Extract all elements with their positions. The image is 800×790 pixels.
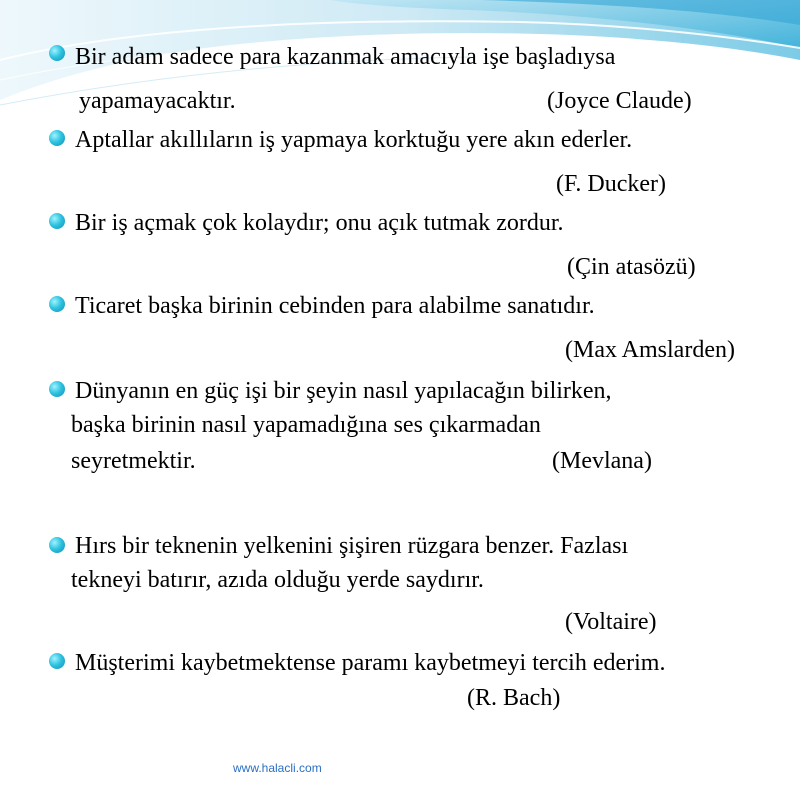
bullet-icon <box>49 537 65 553</box>
quote-text-line: Aptallar akıllıların iş yapmaya korktuğu yere akın ederler. <box>75 127 633 153</box>
quote-author: (Mevlana) <box>552 448 652 474</box>
quote-text-line: Ticaret başka birinin cebinden para alabilme sanatıdır. <box>75 293 595 319</box>
quote-author: (R. Bach) <box>467 685 561 711</box>
bullet-icon <box>49 45 65 61</box>
quote-author: (Joyce Claude) <box>547 88 692 114</box>
quote-text-line: tekneyi batırır, azıda olduğu yerde saydırır. <box>71 567 484 593</box>
quote-text-line: seyretmektir. <box>71 448 196 474</box>
bullet-icon <box>49 130 65 146</box>
footer-website: www.halacli.com <box>233 761 322 775</box>
quote-author: (F. Ducker) <box>556 171 667 197</box>
bullet-icon <box>49 653 65 669</box>
quote-text-line: Dünyanın en güç işi bir şeyin nasıl yapılacağın bilirken, <box>75 378 612 404</box>
quote-text-line: başka birinin nasıl yapamadığına ses çıkarmadan <box>71 412 541 438</box>
bullet-icon <box>49 381 65 397</box>
quote-text-line: yapamayacaktır. <box>79 88 236 114</box>
quote-author: (Max Amslarden) <box>565 337 735 363</box>
quote-text-line: Bir iş açmak çok kolaydır; onu açık tutmak zordur. <box>75 210 564 236</box>
bullet-icon <box>49 296 65 312</box>
quote-author: (Voltaire) <box>565 609 657 635</box>
bullet-icon <box>49 213 65 229</box>
quote-text-line: Bir adam sadece para kazanmak amacıyla işe başladıysa <box>75 44 616 70</box>
quote-author: (Çin atasözü) <box>567 254 696 280</box>
quote-text-line: Hırs bir teknenin yelkenini şişiren rüzgara benzer. Fazlası <box>75 533 629 559</box>
quote-text-line: Müşterimi kaybetmektense paramı kaybetmeyi tercih ederim. <box>75 650 666 676</box>
